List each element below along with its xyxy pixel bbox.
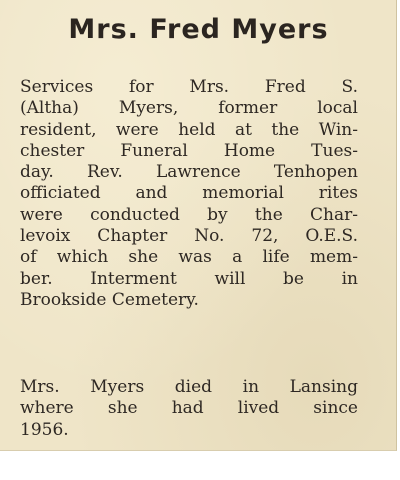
text-line: were conducted by the Char- <box>20 204 358 225</box>
text-line: 1956. <box>20 419 69 440</box>
text-line: (Altha) Myers, former local <box>20 98 358 119</box>
text-line: Mrs. Myers died in Lansing <box>20 377 358 397</box>
text-line: officiated and memorial rites <box>20 183 358 204</box>
headline: Mrs. Fred Myers <box>68 14 329 45</box>
text-line: ber. Interment will be in <box>20 268 358 289</box>
text-line: of which she was a life mem- <box>20 247 358 268</box>
paragraph-death <box>20 377 358 441</box>
text-line: resident, were held at the Win- <box>20 119 358 140</box>
text-line: chester Funeral Home Tues- <box>20 140 358 161</box>
text-line: day. Rev. Lawrence Tenhopen <box>20 162 358 183</box>
text-line: where she had lived since <box>20 398 358 419</box>
text-line: Brookside Cemetery. <box>20 289 199 310</box>
text-line: levoix Chapter No. 72, O.E.S. <box>20 226 358 247</box>
text-line: Services for Mrs. Fred S. <box>20 77 358 97</box>
paragraph-services <box>20 77 358 311</box>
